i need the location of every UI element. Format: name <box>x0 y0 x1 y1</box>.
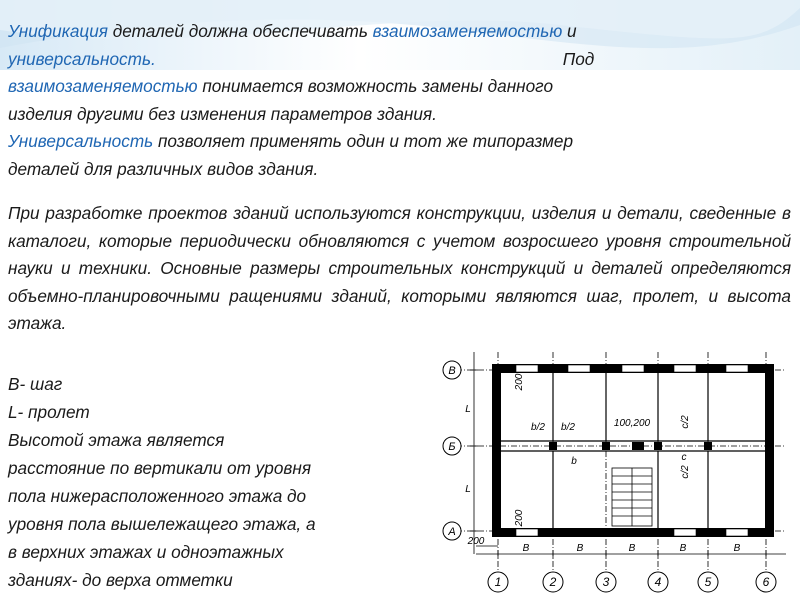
dim-200-bottom: 200 <box>467 536 485 547</box>
col-axis-label: 1 <box>494 575 502 589</box>
dim-100-200: 100,200 <box>613 418 651 429</box>
col-axis-label: 4 <box>654 575 662 589</box>
design-paragraph: При разработке проектов зданий используются конструкции, изделия и детали, сведенные в каталоги, которые периодически обновляются с учетом возросшего уровня строительной науки и техники. Основные размеры строительных конструкций и деталей определяются объемно-планировочными ращениями зданий, которыми являются шаг, пролет, и высота этажа. <box>8 203 791 333</box>
span-label: L <box>465 484 471 495</box>
b-half-label: b/2 <box>561 422 575 433</box>
span-label: L <box>465 404 471 415</box>
col-axis-label: 6 <box>762 575 770 589</box>
col-axis-label: 2 <box>549 575 557 589</box>
floor-plan-drawing <box>436 342 800 600</box>
floor-height-line: уровня пола вышележащего этажа, а <box>8 514 316 534</box>
definition-paragraph <box>8 18 796 183</box>
row-axis-label: В <box>448 365 456 377</box>
text-segment: понимается возможность замены данного <box>197 76 554 96</box>
definitions-list <box>8 370 433 594</box>
term-universality-2: Универсальность <box>8 131 154 151</box>
c-half-label: c/2 <box>680 415 691 429</box>
text-segment: деталей для различных видов здания. <box>8 158 319 179</box>
text-segment: изделия другими без изменения параметров здания. <box>8 103 437 124</box>
floor-height-line: пола нижерасположенного этажа до <box>8 486 307 506</box>
row-axis-label: Б <box>448 441 456 453</box>
term-interchangeability-2: взаимозаменяемостью <box>8 76 198 96</box>
text-segment: позволяет применять один и тот же типоразмер <box>153 131 574 151</box>
term-unification: Унификация <box>8 21 108 41</box>
floor-height-line: Высотой этажа является <box>8 430 225 450</box>
b-label: b <box>571 456 577 467</box>
term-interchangeability: взаимозаменяемостью <box>372 21 563 41</box>
col-axis-label: 5 <box>704 575 712 589</box>
step-label: В <box>733 543 741 554</box>
term-universality: универсальность. <box>8 48 156 69</box>
floor-height-line: расстояние по вертикали от уровня <box>8 458 312 478</box>
row-axis-label: А <box>448 526 456 538</box>
step-definition: В- шаг <box>8 374 63 394</box>
step-label: В <box>628 543 636 554</box>
text-segment: деталей должна обеспечивать <box>107 21 373 41</box>
text-segment: Под <box>562 48 595 69</box>
step-label: В <box>522 543 530 554</box>
c-half-label: c/2 <box>680 465 691 479</box>
floor-height-line: зданиях- до верха отметки <box>8 570 233 590</box>
floor-height-line: в верхних этажах и одноэтажных <box>8 542 284 562</box>
step-label: В <box>576 543 584 554</box>
c-label: c <box>681 452 687 463</box>
span-definition: L- пролет <box>8 402 90 422</box>
text-segment: и <box>562 21 577 41</box>
b-half-label: b/2 <box>531 422 545 433</box>
dim-200-top: 200 <box>514 373 525 391</box>
dim-200-lower: 200 <box>514 509 525 527</box>
step-label: В <box>679 543 687 554</box>
col-axis-label: 3 <box>602 575 610 589</box>
